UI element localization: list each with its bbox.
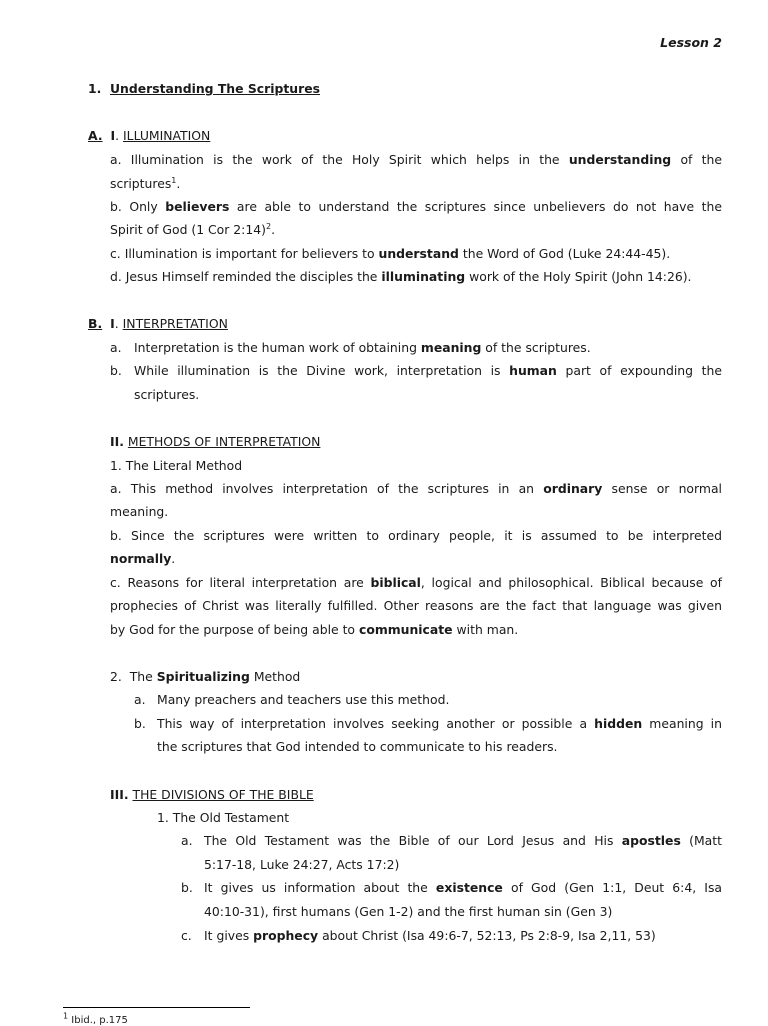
bold-term: prophecy [253, 928, 319, 943]
part-b-item-b-text [134, 363, 722, 378]
ot-item-b-text [204, 880, 722, 895]
text: The Old Testament was the Bible of our Lord Jesus and His [204, 833, 614, 848]
footnote-ref: 2 [265, 221, 272, 231]
bold-term: biblical [370, 575, 421, 590]
text: of the scriptures. [485, 340, 591, 355]
footnote [63, 1011, 128, 1026]
text: Interpretation is the human work of obtaining [134, 340, 417, 355]
literal-item-a-cont: meaning. [110, 504, 169, 519]
part-b-roman: I [110, 316, 115, 331]
part-a-roman: I [110, 128, 116, 143]
list-letter: a. [110, 340, 122, 355]
part-a-item-b [110, 199, 722, 214]
literal-item-b-cont [110, 551, 175, 566]
text: about Christ (Isa 49:6-7, 52:13, Ps 2:8-9, Isa 2,11, 53) [322, 928, 656, 943]
bold-term: existence [435, 880, 503, 895]
literal-item-b: b. Since the scriptures were written to ordinary people, it is assumed to be interpreted [110, 528, 722, 543]
bold-term: Spiritualizing [156, 669, 250, 684]
text: of the [680, 152, 722, 167]
part-a-heading [88, 128, 210, 143]
text: with man. [456, 622, 519, 637]
bold-term: human [509, 363, 557, 378]
spiritual-method-title [110, 669, 300, 684]
footnote-ref: 1 [171, 175, 177, 185]
text: (Matt [689, 833, 722, 848]
text: the Word of God (Luke 24:44-45). [462, 246, 671, 261]
lesson-label: Lesson 2 [660, 35, 722, 50]
part-b-sep: . [114, 316, 119, 331]
section-title [88, 81, 320, 96]
text: meaning in [649, 716, 722, 731]
literal-item-c-line3 [110, 622, 518, 637]
text: work of the Holy Spirit (John 14:26). [469, 269, 692, 284]
footnote-number: 1 [63, 1011, 69, 1021]
text: d. Jesus Himself reminded the disciples the [110, 269, 378, 284]
literal-item-c-line2: prophecies of Christ was literally fulfilled. Other reasons are the fact that language was given [110, 598, 722, 613]
spiritual-item-b-cont: the scriptures that God intended to communicate to his readers. [157, 739, 558, 754]
divisions-roman: III. [110, 787, 129, 802]
text: c. Reasons for literal interpretation are [110, 575, 364, 590]
text: of God (Gen 1:1, Deut 6:4, Isa [510, 880, 722, 895]
bold-term: communicate [358, 622, 453, 637]
ot-item-a-cont: 5:17-18, Luke 24:27, Acts 17:2) [204, 857, 400, 872]
text: a. Illumination is the work of the Holy Spirit which helps in the [110, 152, 560, 167]
text: sense or normal [611, 481, 722, 496]
text: part of expounding the [565, 363, 722, 378]
bold-term: normally [110, 551, 172, 566]
text: It gives us information about the [204, 880, 428, 895]
bold-term: illuminating [381, 269, 466, 284]
bold-term: believers [165, 199, 230, 214]
ot-item-a-text [204, 833, 722, 848]
literal-method-title: 1. The Literal Method [110, 458, 243, 473]
bold-term: ordinary [543, 481, 603, 496]
bold-term: hidden [594, 716, 643, 731]
part-b-item-b [110, 363, 122, 378]
text: Spirit of God (1 Cor 2:14) [110, 222, 266, 237]
text: It gives [204, 928, 250, 943]
part-b-item-a [110, 340, 122, 355]
text: The [129, 669, 153, 684]
ot-item-c-text [204, 928, 656, 943]
part-a-sep: . [115, 128, 120, 143]
text: While illumination is the Divine work, interpretation is [134, 363, 501, 378]
part-b-item-b-cont: scriptures. [134, 387, 200, 402]
part-a-item-a-cont [110, 176, 180, 191]
text: by God for the purpose of being able to [110, 622, 356, 637]
bold-term: apostles [621, 833, 681, 848]
literal-item-c [110, 575, 722, 590]
part-a-item-a [110, 152, 722, 167]
part-a-marker: A. [88, 128, 103, 143]
part-b-item-a-text [134, 340, 591, 355]
text: are able to understand the scriptures since unbelievers do not have the [236, 199, 722, 214]
literal-item-a [110, 481, 722, 496]
text: b. Only [110, 199, 158, 214]
part-a-heading-text: ILLUMINATION [123, 128, 211, 143]
methods-heading [110, 434, 320, 449]
ot-item-a-letter: a. [181, 833, 193, 848]
part-a-item-b-cont [110, 222, 275, 237]
section-title-text: Understanding The Scriptures [109, 81, 320, 96]
part-b-heading [88, 316, 228, 331]
divisions-heading [110, 787, 314, 802]
bold-term: meaning [420, 340, 482, 355]
text: a. This method involves interpretation of the scriptures in an [110, 481, 535, 496]
bold-term: understanding [568, 152, 672, 167]
spiritual-item-b-letter: b. [134, 716, 146, 731]
spiritual-item-a-letter: a. [134, 692, 146, 707]
bold-term: understand [378, 246, 459, 261]
text: , logical and philosophical. Biblical because of [420, 575, 722, 590]
text: c. Illumination is important for believers to [110, 246, 375, 261]
text: . [176, 176, 181, 191]
part-b-marker: B. [88, 316, 103, 331]
part-b-heading-text: INTERPRETATION [122, 316, 228, 331]
list-number: 2. [110, 669, 122, 684]
text: . [271, 222, 276, 237]
footnote-text: Ibid., p.175 [71, 1015, 128, 1026]
old-testament-title: 1. The Old Testament [157, 810, 290, 825]
methods-heading-text: METHODS OF INTERPRETATION [127, 434, 321, 449]
ot-item-c-letter: c. [181, 928, 192, 943]
part-a-item-d [110, 269, 692, 284]
text: This way of interpretation involves seeking another or possible a [157, 716, 588, 731]
methods-roman: II. [110, 434, 124, 449]
divisions-heading-text: THE DIVISIONS OF THE BIBLE [132, 787, 314, 802]
text: scriptures [110, 176, 172, 191]
section-number: 1. [88, 81, 102, 96]
ot-item-b-cont: 40:10-31), first humans (Gen 1-2) and the first human sin (Gen 3) [204, 904, 613, 919]
footnote-divider [63, 1007, 250, 1008]
spiritual-item-b-text [157, 716, 722, 731]
text: Method [253, 669, 301, 684]
ot-item-b-letter: b. [181, 880, 193, 895]
list-letter: b. [110, 363, 122, 378]
spiritual-item-a-text: Many preachers and teachers use this method. [157, 692, 450, 707]
part-a-item-c [110, 246, 670, 261]
text: . [171, 551, 176, 566]
